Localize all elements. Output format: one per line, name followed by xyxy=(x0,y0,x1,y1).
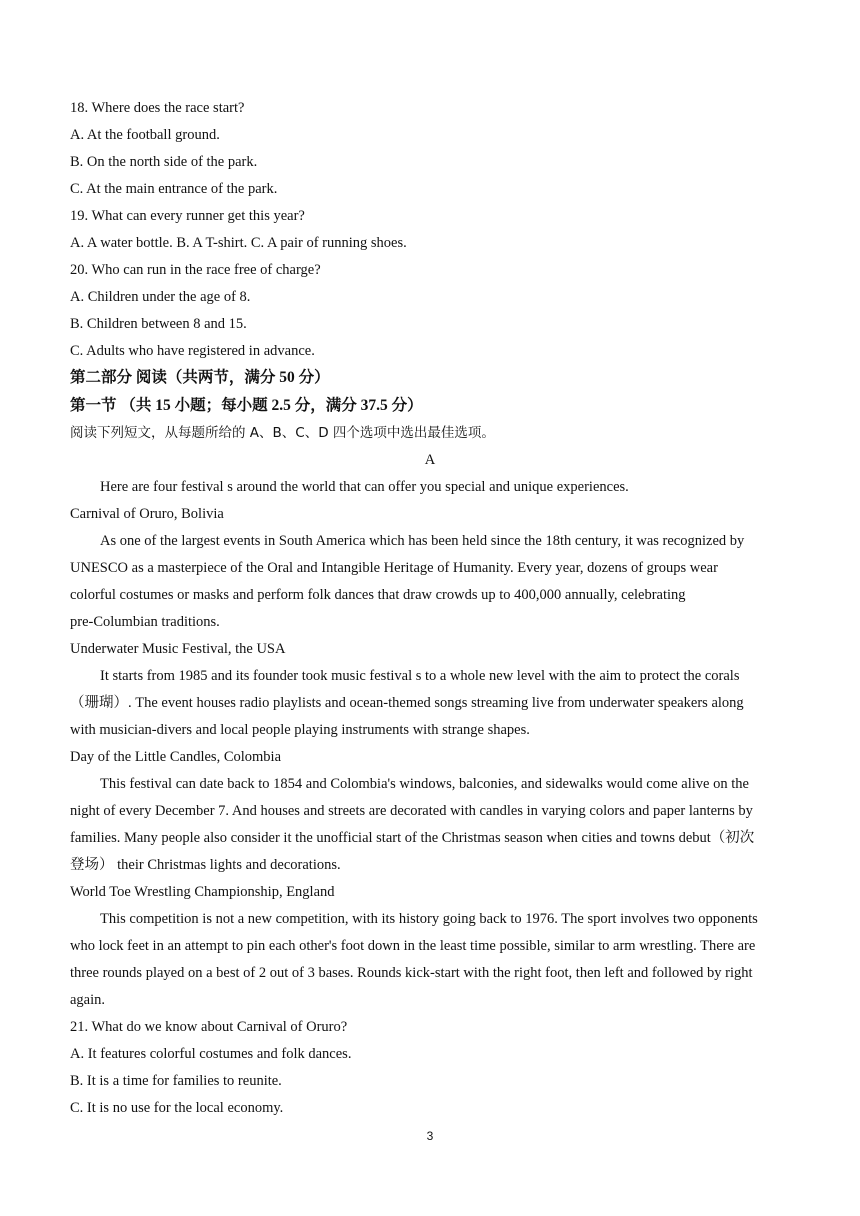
text-line: Day of the Little Candles, Colombia xyxy=(70,749,282,765)
text-line: with musician-divers and local people playing instruments with strange shapes. xyxy=(70,722,530,738)
text-line: night of every December 7. And houses and streets are decorated with candles in varying colors and paper lanterns by xyxy=(70,803,753,819)
text-line: A xyxy=(424,452,436,468)
text-line: 登场） their Christmas lights and decorations. xyxy=(70,857,341,873)
text-line: C. It is no use for the local economy. xyxy=(70,1100,284,1116)
text-line: A. At the football ground. xyxy=(70,127,220,143)
text-line: It starts from 1985 and its founder took music festival s to a whole new level with the aim to protect the corals xyxy=(100,668,740,684)
text-line: C. At the main entrance of the park. xyxy=(70,181,278,197)
text-line: 19. What can every runner get this year? xyxy=(70,208,305,224)
text-line: families. Many people also consider it the unofficial start of the Christmas season when cities and towns debut（初次 xyxy=(70,830,755,846)
page-number: 3 xyxy=(426,1129,434,1143)
text-line: colorful costumes or masks and perform folk dances that draw crowds up to 400,000 annually, celebrating xyxy=(70,587,686,603)
text-line: A. It features colorful costumes and folk dances. xyxy=(70,1046,352,1062)
text-line: 第二部分 阅读（共两节，满分 50 分） xyxy=(70,369,330,386)
text-line: UNESCO as a masterpiece of the Oral and Intangible Heritage of Humanity. Every year, dozens of groups wear xyxy=(70,560,718,576)
text-line: Here are four festival s around the world that can offer you special and unique experiences. xyxy=(100,479,629,495)
text-line: Underwater Music Festival, the USA xyxy=(70,641,286,657)
text-line: 20. Who can run in the race free of charge? xyxy=(70,262,321,278)
text-line: B. On the north side of the park. xyxy=(70,154,258,170)
text-line: As one of the largest events in South America which has been held since the 18th century, it was recognized by xyxy=(100,533,745,549)
text-line: C. Adults who have registered in advance. xyxy=(70,343,315,359)
text-line: This competition is not a new competition, with its history going back to 1976. The sport involves two opponents xyxy=(100,911,758,927)
text-line: World Toe Wrestling Championship, England xyxy=(70,884,335,900)
text-line: A. A water bottle. B. A T-shirt. C. A pair of running shoes. xyxy=(70,235,407,251)
text-line: three rounds played on a best of 2 out of 3 bases. Rounds kick-start with the right foot, then left and followed by right xyxy=(70,965,753,981)
text-line: （珊瑚）. The event houses radio playlists and ocean-themed songs streaming live from underwater speakers along xyxy=(70,695,744,711)
text-line: 18. Where does the race start? xyxy=(70,100,245,116)
text-line: 第一节 （共 15 小题；每小题 2.5 分，满分 37.5 分） xyxy=(70,397,423,414)
text-line: again. xyxy=(70,992,106,1008)
text-line: B. Children between 8 and 15. xyxy=(70,316,247,332)
text-line: A. Children under the age of 8. xyxy=(70,289,251,305)
text-line: pre-Columbian traditions. xyxy=(70,614,220,630)
text-line: who lock feet in an attempt to pin each other's foot down in the least time possible, similar to arm wrestling. There are xyxy=(70,938,756,954)
text-line: B. It is a time for families to reunite. xyxy=(70,1073,282,1089)
text-line: This festival can date back to 1854 and Colombia's windows, balconies, and sidewalks would come alive on the xyxy=(100,776,749,792)
text-line: 21. What do we know about Carnival of Oruro? xyxy=(70,1019,348,1035)
text-line: Carnival of Oruro, Bolivia xyxy=(70,506,224,522)
text-line: 阅读下列短文，从每题所给的 A、B、C、D 四个选项中选出最佳选项。 xyxy=(70,425,495,441)
